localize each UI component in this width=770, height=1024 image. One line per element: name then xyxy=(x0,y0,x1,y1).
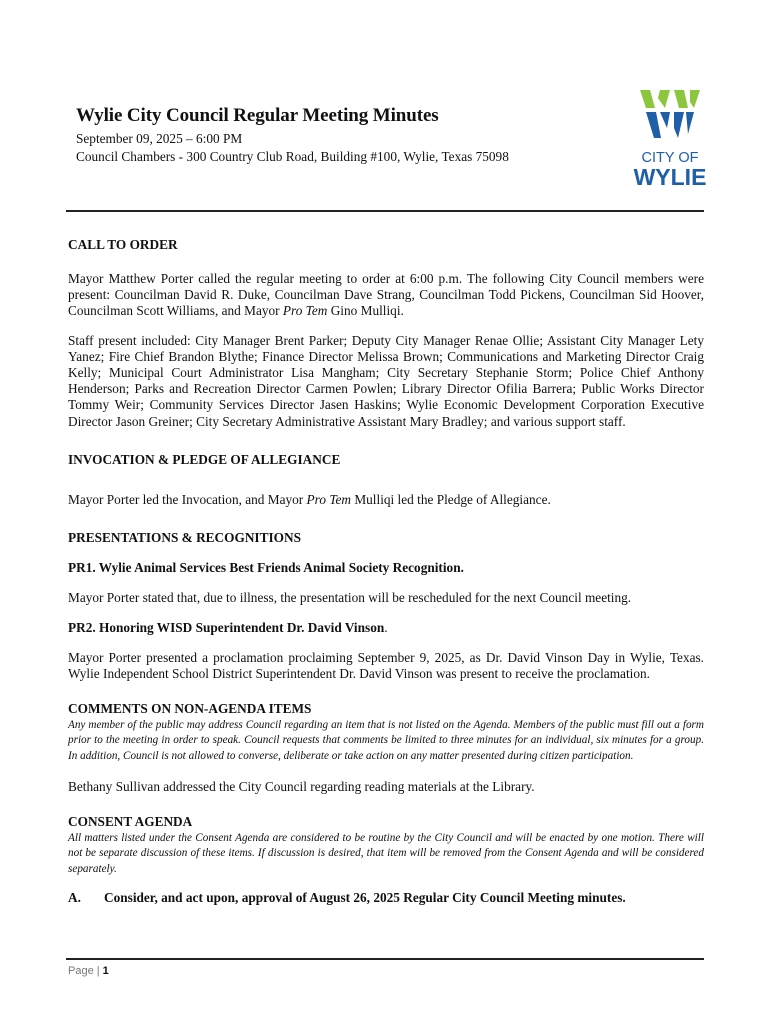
consent-item-a-label: A. xyxy=(68,890,81,906)
heading-invocation: INVOCATION & PLEDGE OF ALLEGIANCE xyxy=(68,451,341,467)
meeting-location: Council Chambers - 300 Country Club Road, Building #100, Wylie, Texas 75098 xyxy=(76,149,509,164)
page-title: Wylie City Council Regular Meeting Minutes xyxy=(76,105,439,126)
pr1-paragraph: Mayor Porter stated that, due to illness, the presentation will be rescheduled for the next Council meeting. xyxy=(68,590,632,606)
page-number: 1 xyxy=(102,965,109,977)
heading-call-to-order: CALL TO ORDER xyxy=(68,237,178,252)
pr2-title-line xyxy=(68,620,704,636)
header-divider xyxy=(66,210,704,212)
invocation-text: Mayor Porter led the Invocation, and Mayor xyxy=(68,491,307,507)
heading-consent-agenda: CONSENT AGENDA xyxy=(68,813,193,829)
heading-presentations: PRESENTATIONS & RECOGNITIONS xyxy=(68,530,301,546)
page-footer xyxy=(68,965,109,977)
logo-text-city: CITY OF xyxy=(641,150,699,166)
city-logo-mark xyxy=(630,88,710,188)
footer-divider xyxy=(66,958,704,960)
invocation-paragraph xyxy=(68,492,704,508)
pr2-title: PR2. Honoring WISD Superintendent Dr. David Vinson xyxy=(68,620,385,636)
pr2-paragraph: Mayor Porter presented a proclamation proclaiming September 9, 2025, as Dr. David Vinson Day in Wylie, Texas. Wylie Independent School District Superintendent Dr. David Vinson was present to receive the proclamation. xyxy=(68,650,704,682)
invocation-text-end: Mulliqi led the Pledge of Allegiance. xyxy=(351,491,551,507)
pr2-title-period: . xyxy=(384,620,388,636)
consent-item-a xyxy=(68,890,704,906)
page-label: Page | xyxy=(68,965,103,977)
pro-tem-italic: Pro Tem xyxy=(306,491,352,507)
logo-text-wylie: WYLIE xyxy=(633,164,707,188)
pro-tem-italic: Pro Tem xyxy=(282,303,328,319)
city-logo xyxy=(630,88,710,188)
minutes-body xyxy=(68,237,704,906)
call-to-order-text: Mayor Matthew Porter called the regular meeting to order at 6:00 p.m. The following City Council members were present: Councilman David R. Duke, Councilman Dave Strang, Councilman Todd Pickens, Councilman Sid Hoover, Councilman Scott Williams, and Mayor xyxy=(68,271,704,319)
call-to-order-paragraph xyxy=(68,271,704,320)
consent-item-a-text: Consider, and act upon, approval of August 26, 2025 Regular City Council Meeting minutes. xyxy=(104,890,626,906)
meeting-date: September 09, 2025 – 6:00 PM xyxy=(76,131,243,146)
call-to-order-text-end: Gino Mulliqi. xyxy=(327,303,404,319)
comments-paragraph: Bethany Sullivan addressed the City Council regarding reading materials at the Library. xyxy=(68,779,535,795)
comments-notice: Any member of the public may address Council regarding an item that is not listed on the Agenda. Members of the public must fill out a form prior to the meeting in order to speak. Council requests that comments be limited to three minutes for an individual, six minutes for a group. In addition, Council is not allowed to converse, deliberate or take action on any matter presented during citizen participation. xyxy=(68,718,704,762)
staff-present-paragraph: Staff present included: City Manager Brent Parker; Deputy City Manager Renae Ollie; Assistant City Manager Lety Yanez; Fire Chief Brandon Blythe; Finance Director Melissa Brown; Communications and Marketing Director Craig Kelly; Municipal Court Administrator Lisa Mangham; City Secretary Stephanie Storm; Police Chief Anthony Henderson; Parks and Recreation Director Carmen Powlen; Library Director Ofilia Barrera; Public Works Director Tommy Weir; Community Services Director Jasen Haskins; Wylie Economic Development Corporation Executive Director Jason Greiner; City Secretary Administrative Assistant Mary Bradley; and various support staff. xyxy=(68,332,704,429)
heading-comments: COMMENTS ON NON-AGENDA ITEMS xyxy=(68,700,312,716)
pr1-title: PR1. Wylie Animal Services Best Friends Animal Society Recognition. xyxy=(68,560,464,576)
consent-notice: All matters listed under the Consent Agenda are considered to be routine by the City Council and will be enacted by one motion. There will not be separate discussion of these items. If discussion is desired, that item will be removed from the Consent Agenda and will be considered separately. xyxy=(68,831,704,875)
